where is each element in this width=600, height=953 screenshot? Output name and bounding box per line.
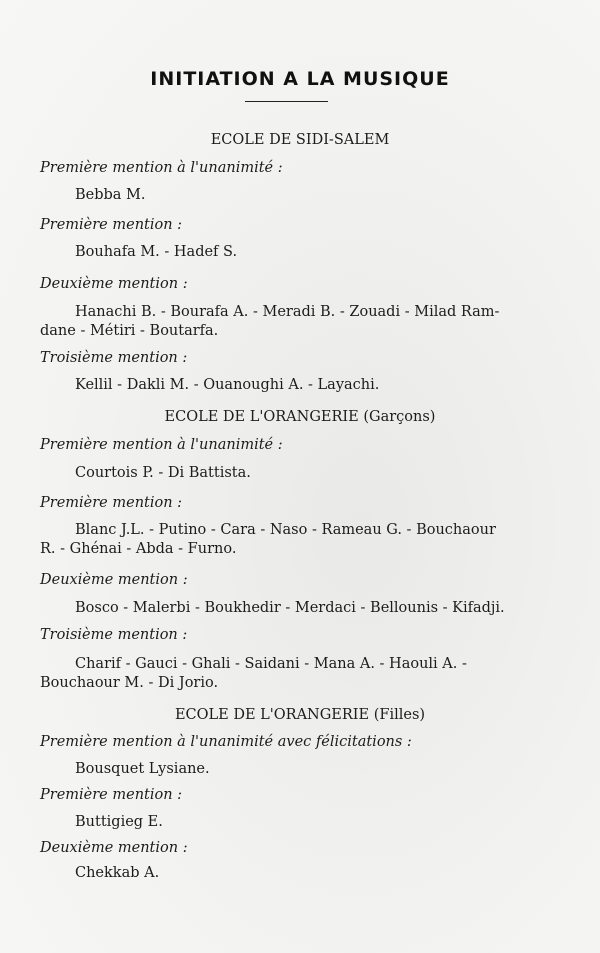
school-heading: ECOLE DE L'ORANGERIE (Garçons) [164,409,436,425]
names-list: Blanc J.L. - Putino - Cara - Naso - Rameau G. - Bouchaour [75,522,496,538]
names-list: Charif - Gauci - Ghali - Saidani - Mana A. - Haouli A. - [75,656,467,672]
school-heading: ECOLE DE SIDI-SALEM [210,132,390,148]
names-list: Chekkab A. [75,865,160,881]
mention-label: Première mention à l'unanimité avec félicitations : [40,734,412,750]
names-list: Bebba M. [75,187,146,203]
mention-label: Première mention : [40,787,183,803]
names-list-continued: Bouchaour M. - Di Jorio. [40,675,219,691]
mention-label: Troisième mention : [40,350,188,366]
names-list-continued: R. - Ghénai - Abda - Furno. [40,541,237,557]
names-list-continued: dane - Métiri - Boutarfa. [40,323,219,339]
mention-label: Deuxième mention : [40,840,188,856]
mention-label: Deuxième mention : [40,276,188,292]
names-list: Bousquet Lysiane. [75,761,210,777]
names-list: Hanachi B. - Bourafa A. - Meradi B. - Zouadi - Milad Ram- [75,304,500,320]
mention-label: Première mention : [40,217,183,233]
mention-label: Première mention : [40,495,183,511]
title-underline [245,101,328,102]
names-list: Courtois P. - Di Battista. [75,465,251,481]
mention-label: Première mention à l'unanimité : [40,437,283,453]
names-list: Bosco - Malerbi - Boukhedir - Merdaci - Bellounis - Kifadji. [75,600,505,616]
page-title: INITIATION A LA MUSIQUE [150,68,450,90]
names-list: Bouhafa M. - Hadef S. [75,244,238,260]
names-list: Buttigieg E. [75,814,163,830]
school-heading: ECOLE DE L'ORANGERIE (Filles) [174,707,426,723]
mention-label: Troisième mention : [40,627,188,643]
mention-label: Deuxième mention : [40,572,188,588]
mention-label: Première mention à l'unanimité : [40,160,283,176]
names-list: Kellil - Dakli M. - Ouanoughi A. - Layachi. [75,377,380,393]
